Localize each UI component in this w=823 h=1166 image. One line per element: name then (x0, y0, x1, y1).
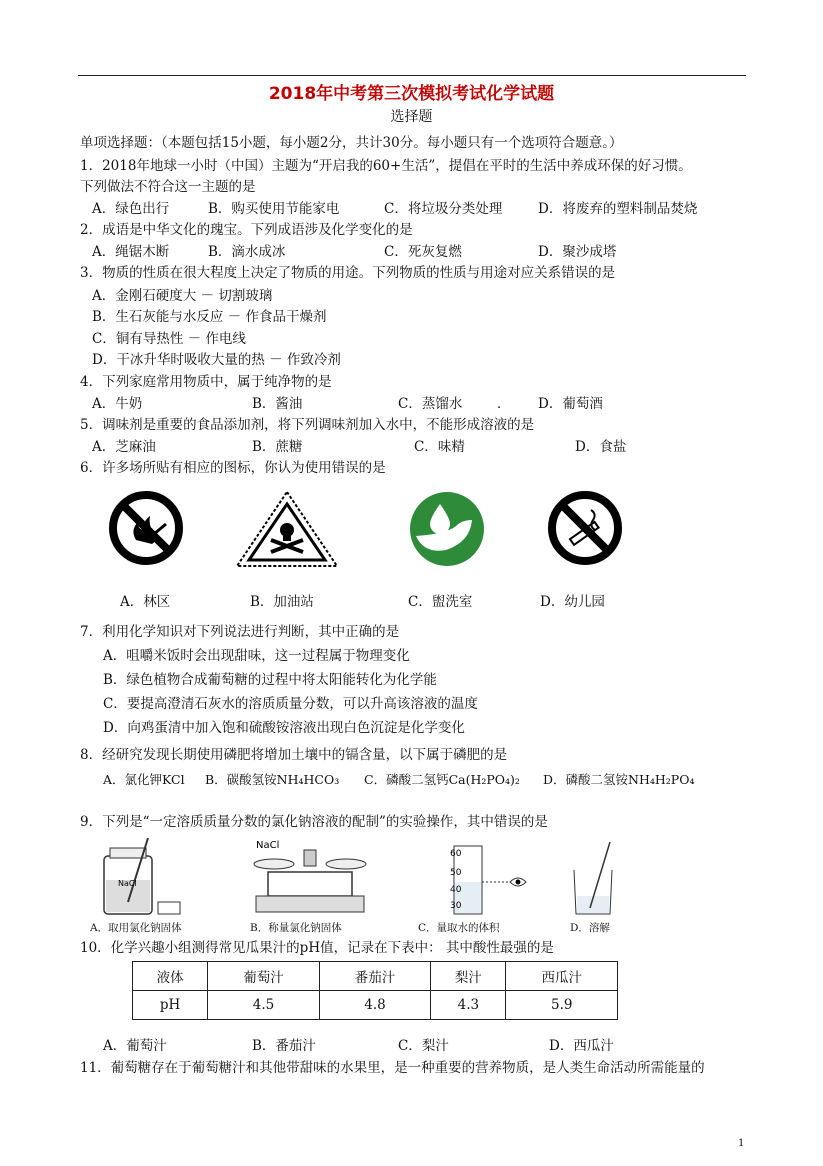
beaker-stirring-icon (568, 840, 618, 918)
table-header-row (133, 962, 618, 991)
q8-option-c: C．磷酸二氢钙Ca(H₂PO₄)₂ (364, 772, 520, 787)
q10-option-a: A．葡萄汁 (103, 1038, 167, 1054)
q1-stem-1: 1．2018年地球一小时（中国）主题为“开启我的60+生活”，提倡在平时的生活中养成环保的好习惯。 (80, 158, 692, 174)
q5-option-a: A．芝麻油 (92, 439, 156, 455)
table-cell: pH (133, 991, 208, 1020)
measuring-cylinder-icon (448, 842, 534, 918)
q8-stem: 8．经研究发现长期使用磷肥将增加土壤中的镉含量，以下属于磷肥的是 (80, 747, 508, 763)
table-row (133, 991, 618, 1020)
table-cell: 葡萄汁 (208, 962, 320, 991)
q4-stem: 4．下列家庭常用物质中，属于纯净物的是 (80, 374, 332, 390)
table-cell: 番茄汁 (319, 962, 431, 991)
no-smoking-sign-icon (547, 490, 623, 566)
table-cell: 梨汁 (431, 962, 506, 991)
q7-option-c: C．要提高澄清石灰水的溶质质量分数，可以升高该溶液的温度 (103, 696, 478, 712)
q3-option-c: C．铜有导热性 － 作电线 (92, 331, 246, 347)
q1-option-d: D．将废弃的塑料制品焚烧 (538, 201, 698, 217)
q3-option-d: D．干冰升华时吸收大量的热 － 作致冷剂 (92, 352, 341, 368)
header-rule (78, 75, 746, 76)
q10-option-b: B．番茄汁 (252, 1038, 316, 1054)
q5-option-c: C．味精 (414, 439, 465, 455)
table-cell: 5.9 (506, 991, 618, 1020)
tick-30: 30 (450, 901, 462, 911)
q9-option-c: C．量取水的体积 (418, 922, 500, 934)
q6-option-a: A．林区 (120, 594, 171, 610)
q6-option-b: B．加油站 (250, 594, 314, 610)
section-title: 选择题 (390, 109, 433, 125)
tick-40: 40 (450, 885, 462, 895)
q6-option-c: C．盥洗室 (408, 594, 473, 610)
table-cell: 4.3 (431, 991, 506, 1020)
page-title: 2018年中考第三次模拟考试化学试题 (268, 84, 555, 104)
q1-option-c: C．将垃圾分类处理 (384, 201, 503, 217)
q8-option-b: B．碳酸氢铵NH₄HCO₃ (205, 772, 340, 787)
table-cell: 4.5 (208, 991, 320, 1020)
q5-stem: 5．调味剂是重要的食品添加剂，将下列调味剂加入水中，不能形成溶液的是 (80, 417, 535, 433)
q4-option-d: D．葡萄酒 (538, 396, 603, 412)
q1-option-a: A．绿色出行 (92, 201, 170, 217)
q9-option-d: D．溶解 (570, 922, 610, 934)
q6-option-d: D．幼儿园 (540, 594, 605, 610)
q4-option-a: A．牛奶 (92, 396, 143, 412)
jar-with-spoon-icon (98, 836, 188, 918)
q9-option-b: B．称量氯化钠固体 (250, 922, 342, 934)
jar-label: NaCl (118, 879, 137, 888)
q1-stem-2: 下列做法不符合这一主题的是 (80, 179, 256, 195)
q7-option-b: B．绿色植物合成葡萄糖的过程中将太阳能转化为化学能 (103, 672, 437, 688)
q8-option-d: D．磷酸二氢铵NH₄H₂PO₄ (543, 772, 695, 787)
table-cell: 西瓜汁 (506, 962, 618, 991)
q10-option-c: C．梨汁 (398, 1038, 449, 1054)
q3-stem: 3．物质的性质在很大程度上决定了物质的用途。下列物质的性质与用途对应关系错误的是 (80, 265, 616, 281)
q10-option-d: D．西瓜汁 (549, 1038, 614, 1054)
q11-stem: 11．葡萄糖存在于葡萄糖汁和其他带甜味的水果里，是一种重要的营养物质，是人类生命活动所需能量的 (80, 1060, 705, 1076)
q1-option-b: B．购买使用节能家电 (208, 201, 340, 217)
intro: 单项选择题：（本题包括15小题，每小题2分，共计30分。每小题只有一个选项符合题意。） (80, 135, 623, 151)
q5-option-d: D．食盐 (575, 439, 627, 455)
tick-60: 60 (450, 849, 462, 859)
q6-stem: 6．许多场所贴有相应的图标，你认为使用错误的是 (80, 460, 386, 476)
q9-stem: 9．下列是“一定溶质质量分数的氯化钠溶液的配制”的实验操作，其中错误的是 (80, 814, 548, 830)
q3-option-b: B．生石灰能与水反应 － 作食品干燥剂 (92, 309, 327, 325)
q4-option-b: B．酱油 (252, 396, 303, 412)
q7-stem: 7．利用化学知识对下列说法进行判断，其中正确的是 (80, 624, 400, 640)
q9-option-a: A．取用氯化钠固体 (90, 922, 182, 934)
table-cell: 4.8 (319, 991, 431, 1020)
q3-option-a: A．金刚石硬度大 － 切割玻璃 (92, 288, 273, 304)
page-number: 1 (738, 1138, 745, 1149)
ph-table (132, 961, 618, 1020)
q10-stem: 10．化学兴趣小组测得常见瓜果汁的pH值，记录在下表中： 其中酸性最强的是 (80, 940, 554, 956)
balance-scale-icon (248, 836, 372, 918)
scale-label: NaCl (256, 840, 280, 851)
q2-option-a: A．绳锯木断 (92, 244, 170, 260)
tick-50: 50 (450, 868, 462, 878)
table-cell: 液体 (133, 962, 208, 991)
q4-stray-mark: ． (497, 396, 511, 412)
q4-option-c: C．蒸馏水 (398, 396, 463, 412)
toxic-warning-triangle-icon (233, 488, 341, 570)
q8-option-a: A．氯化钾KCl (103, 772, 185, 787)
q2-option-c: C．死灰复燃 (384, 244, 462, 260)
water-saving-sign-icon (408, 490, 486, 568)
q2-stem: 2．成语是中华文化的瑰宝。下列成语涉及化学变化的是 (80, 222, 413, 238)
q2-option-d: D．聚沙成塔 (538, 244, 617, 260)
q7-option-a: A．咀嚼米饭时会出现甜味，这一过程属于物理变化 (103, 648, 410, 664)
no-fire-sign-icon (108, 490, 184, 566)
q7-option-d: D．向鸡蛋清中加入饱和硫酸铵溶液出现白色沉淀是化学变化 (103, 720, 465, 736)
q2-option-b: B．滴水成冰 (208, 244, 286, 260)
q5-option-b: B．蔗糖 (252, 439, 303, 455)
